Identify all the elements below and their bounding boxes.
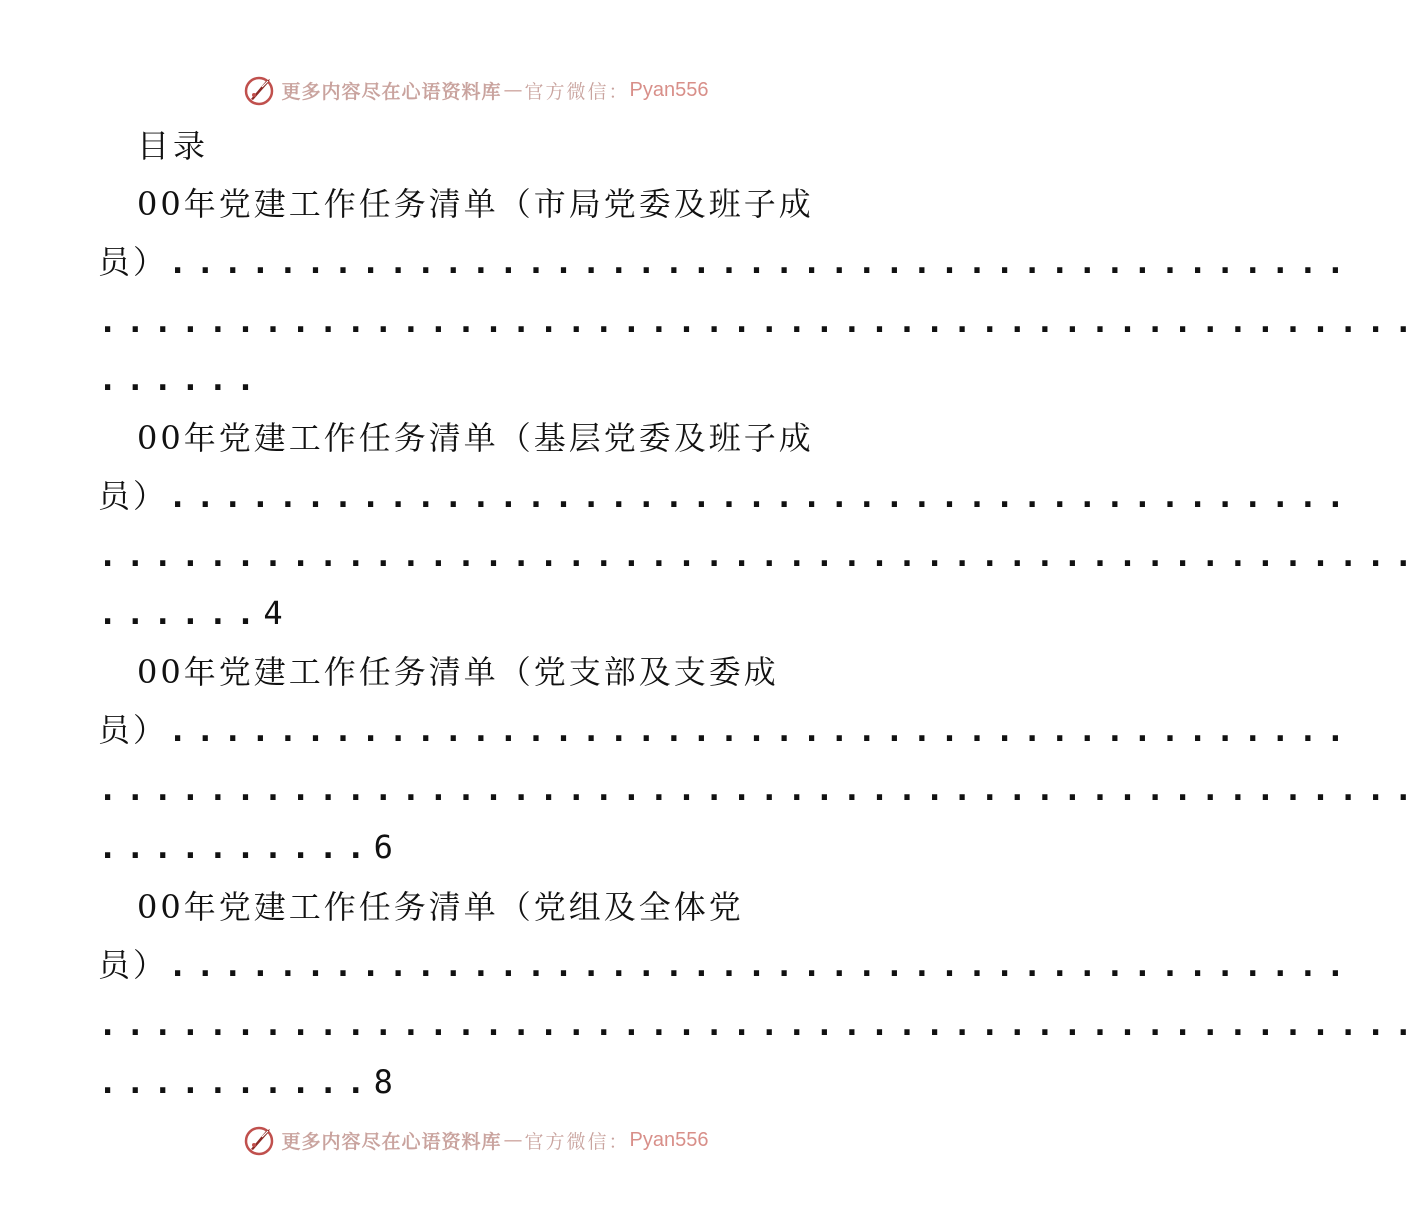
footer-banner [0,1120,950,1160]
quill-pen-logo-icon [242,1123,276,1157]
banner-text [282,1127,709,1154]
leader-dots: ................................................ [98,536,1421,574]
banner-main-text: 更多内容尽在心语资料库 [281,80,502,103]
toc-entry-title[interactable]: 00年党建工作任务清单（党组及全体党 [137,888,744,926]
leader-dots: .......... [98,1063,374,1101]
header-banner [0,70,950,110]
leader-dots: ................................................ [98,770,1421,808]
banner-separator: — [503,79,523,101]
page-number: 8 [373,1063,393,1101]
toc-entry-line [98,357,848,401]
toc-entry-title-tail: 员） [98,946,169,984]
toc-entry-title-tail: 员） [98,477,169,515]
leader-dots: ...... [98,360,264,398]
toc-entry-line [98,825,848,869]
toc-entry-line [98,299,1421,343]
leader-dots: ................................................ [98,1005,1421,1043]
toc-entry-line [98,240,1354,284]
page-number: 6 [373,828,393,866]
banner-text [282,77,709,104]
toc-entry-line [98,1002,1421,1046]
banner-main-text: 更多内容尽在心语资料库 [281,1130,502,1153]
toc-entry-title[interactable]: 00年党建工作任务清单（市局党委及班子成 [137,185,814,223]
toc-entry-title-tail: 员） [98,243,169,281]
leader-dots: ........................................... [168,946,1354,984]
toc-entry-line [98,474,1354,518]
toc-entry-line [98,943,1354,987]
banner-separator: — [503,1129,523,1151]
toc-entry-title[interactable]: 00年党建工作任务清单（基层党委及班子成 [137,419,814,457]
toc-entry-line [98,767,1421,811]
banner-wechat-id: Pyan556 [629,1128,709,1151]
quill-pen-logo-icon [242,73,276,107]
leader-dots: ...... [98,594,264,632]
toc-entry-title[interactable]: 00年党建工作任务清单（党支部及支委成 [137,653,779,691]
banner-wechat-label: 官方微信： [524,1130,630,1153]
leader-dots: ........................................... [168,711,1354,749]
toc-entry-line [98,533,1421,577]
toc-entry-title-tail: 员） [98,711,169,749]
page-number: 4 [263,594,283,632]
banner-wechat-id: Pyan556 [629,78,709,101]
leader-dots: ........................................... [168,243,1354,281]
leader-dots: ................................................ [98,302,1421,340]
toc-entry-line [98,591,848,635]
toc-entry-line [98,1060,848,1104]
leader-dots: ........................................... [168,477,1354,515]
toc-heading: 目录 [137,127,210,165]
leader-dots: .......... [98,828,374,866]
toc-entry-line [98,708,1354,752]
banner-wechat-label: 官方微信： [524,80,630,103]
